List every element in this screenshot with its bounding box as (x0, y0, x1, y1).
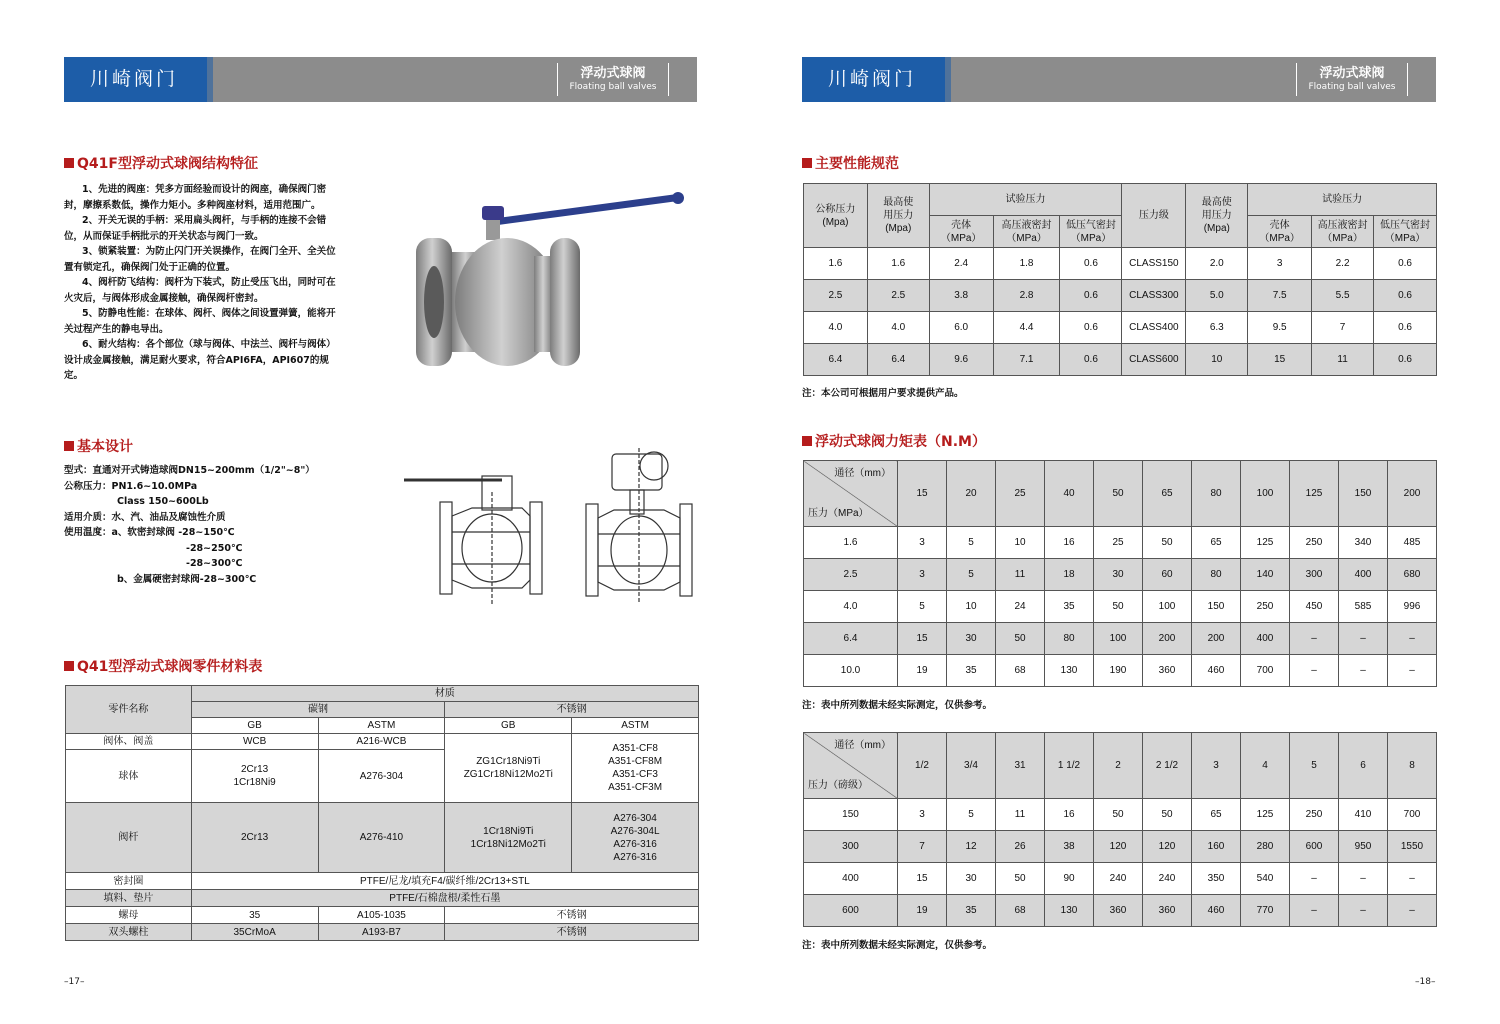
note-performance: 注：本公司可根据用户要求提供产品。 (802, 388, 964, 399)
valve-section-drawing-gear (584, 444, 702, 606)
table-row: 1.6 1.6 2.4 1.8 0.6 CLASS150 2.0 3 2.2 0.6 (804, 248, 1437, 280)
feature-line: 封，摩擦系数低，操作力矩小。多种阀座材料，适用范围广。 (64, 199, 321, 211)
table-row: 4.0 4.0 6.0 4.4 0.6 CLASS400 6.3 9.5 7 0.6 (804, 312, 1437, 344)
section-title-structure: Q41F型浮动式球阀结构特征 (64, 153, 258, 173)
valve-section-drawing-lever (402, 472, 552, 604)
feature-line: 定。 (64, 370, 84, 381)
left-header-tag: 浮动式球阀 Floating ball valves (557, 63, 669, 96)
ball-valve-photo (412, 186, 697, 376)
diagonal-header-cell: 通径（mm） 压力（MPa） (804, 461, 898, 527)
feature-line: 火灾后，与阀体形成金属接触，确保阀杆密封。 (64, 292, 264, 304)
feature-line: 2、开关无误的手柄：采用扁头阀杆，与手柄的连接不会错 (82, 215, 327, 226)
note-torque-1: 注：表中所列数据未经实际测定，仅供参考。 (802, 700, 993, 711)
table-row: 1.6 3 5 10 16 25 50 65 125 250 340 485 (804, 527, 1437, 559)
section-title-material-table: Q41型浮动式球阀零件材料表 (64, 656, 262, 676)
right-page-number: –18– (1415, 977, 1436, 987)
torque-table-mpa: 通径（mm） 压力（MPa） 15 20 25 40 50 65 80 100 125 150 200 1.6 3 5 10 16 25 50 65 125 250 340 485 2.5 3 5 11 18 30 60 80 140 300 400 680 4.0 5 10 24 35 50 100 150 250 450 585 996 6.4 15 30 50 80 100 200 200 400 – – – 10.0 19 35 68 130 190 360 460 700 – – – (803, 460, 1437, 687)
feature-line: 关过程产生的静电导出。 (64, 323, 169, 335)
table-row: 6.4 6.4 9.6 7.1 0.6 CLASS600 10 15 11 0.6 (804, 344, 1437, 376)
feature-line: 6、耐火结构：各个部位（球与阀体、中法兰、阀杆与阀体） (82, 339, 336, 350)
left-header-bar (64, 57, 697, 102)
table-row: 4.0 5 10 24 35 50 100 150 250 450 585 996 (804, 591, 1437, 623)
left-page-number: –17– (64, 977, 85, 987)
table-row: 400 15 30 50 90 240 240 350 540 – – – (804, 863, 1437, 895)
note-torque-2: 注：表中所列数据未经实际测定，仅供参考。 (802, 940, 993, 951)
section-title-torque: 浮动式球阀力矩表（N.M） (802, 431, 986, 451)
feature-line: 3、锁紧装置：为防止闪门开关误操作，在阀门全开、全关位 (82, 246, 336, 257)
table-row: 150 3 5 11 16 50 50 65 125 250 410 700 (804, 799, 1437, 831)
table-row: 300 7 12 26 38 120 120 160 280 600 950 1550 (804, 831, 1437, 863)
table-row: 10.0 19 35 68 130 190 360 460 700 – – – (804, 655, 1437, 687)
right-header-bar (802, 57, 1436, 102)
table-row: 2.5 3 5 11 18 30 60 80 140 300 400 680 (804, 559, 1437, 591)
material-table: 零件名称 材质 碳钢 不锈钢 GB ASTM GB ASTM 阀体、阀盖 WCB A216-WCB ZG1Cr18Ni9Ti ZG1Cr18Ni12Mo2Ti A351-CF8 A351-CF8M A351-CF3 A351-CF3M 球体 2Cr13 1Cr18Ni9 A276-304 阀杆 2Cr13 A276-410 1Cr18Ni9Ti 1Cr18Ni12Mo2Ti A276-304 A276-304L A276-316 A276-316 密封圈 PTFE/尼龙/填充F4/碳纤维/2Cr13+STL 填料、垫片 PTFE/石棉盘根/柔性石墨 螺母 35 A105-1035 不锈钢 双头螺柱 35CrMoA A193-B7 不锈钢 (65, 685, 699, 941)
table-row: 6.4 15 30 50 80 100 200 200 400 – – – (804, 623, 1437, 655)
features-text (64, 182, 369, 384)
feature-line: 5、防静电性能：在球体、阀杆、阀体之间设置弹簧，能将开 (82, 308, 336, 319)
right-brand-title: 川崎阀门 (802, 57, 945, 102)
section-title-basic-design: 基本设计 (64, 436, 133, 456)
section-title-performance: 主要性能规范 (802, 153, 899, 173)
feature-line: 1、先进的阀座：凭多方面经验而设计的阀座，确保阀门密 (82, 184, 327, 195)
feature-line: 4、阀杆防飞结构：阀杆为下装式，防止受压飞出，同时可在 (82, 277, 336, 288)
feature-line: 位，从而保证手柄批示的开关状态与阀门一致。 (64, 230, 264, 242)
right-header-tag: 浮动式球阀 Floating ball valves (1296, 63, 1408, 96)
performance-table: 公称压力 (Mpa) 最高使 用压力 (Mpa) 试验压力 压力级 最高使 用压力 (Mpa) 试验压力 壳体 （MPa） 高压液密封 （MPa） 低压气密封 （MPa） 壳体 （MPa） 高压液密封 （MPa） 低压气密封 （MPa） 1.6 1.6 2.4 1.8 0.6 CLASS150 2.0 3 2.2 0.6 2.5 2.5 3.8 2.8 0.6 CLASS300 5.0 7.5 5.5 0.6 4.0 4.0 6.0 4.4 0.6 CLASS400 6.3 9.5 7 0.6 6.4 6.4 9.6 7.1 0.6 CLASS600 10 15 11 0.6 (803, 183, 1437, 376)
table-row: 600 19 35 68 130 360 360 460 770 – – – (804, 895, 1437, 927)
design-text: 型式：直通对开式铸造球阀DN15~200mm（1/2"~8"） 公称压力：PN1.6~10.0MPa Class 150~600Lb 适用介质：水、汽、油品及腐蚀性介质 使用温度：a、软密封球阀 -28~150℃ -28~250℃ -28~300℃ b、金属硬密封球阀-28~300℃ (64, 465, 315, 585)
torque-table-class: 通径（mm） 压力（磅级） 1/2 3/4 31 1 1/2 2 2 1/2 3 4 5 6 8 150 3 5 11 16 50 50 65 125 250 410 700 300 7 12 26 38 120 120 160 280 600 950 1550 400 15 30 50 90 240 240 350 540 – – – 600 19 35 68 130 360 360 460 770 – – – (803, 732, 1437, 927)
feature-line: 设计成金属接触，满足耐火要求，符合API6FA，API607的规 (64, 354, 329, 366)
feature-line: 置有锁定孔，确保阀门处于正确的位置。 (64, 261, 236, 273)
table-row: 2.5 2.5 3.8 2.8 0.6 CLASS300 5.0 7.5 5.5 0.6 (804, 280, 1437, 312)
left-brand-title: 川崎阀门 (64, 57, 207, 102)
diagonal-header-cell: 通径（mm） 压力（磅级） (804, 733, 898, 799)
